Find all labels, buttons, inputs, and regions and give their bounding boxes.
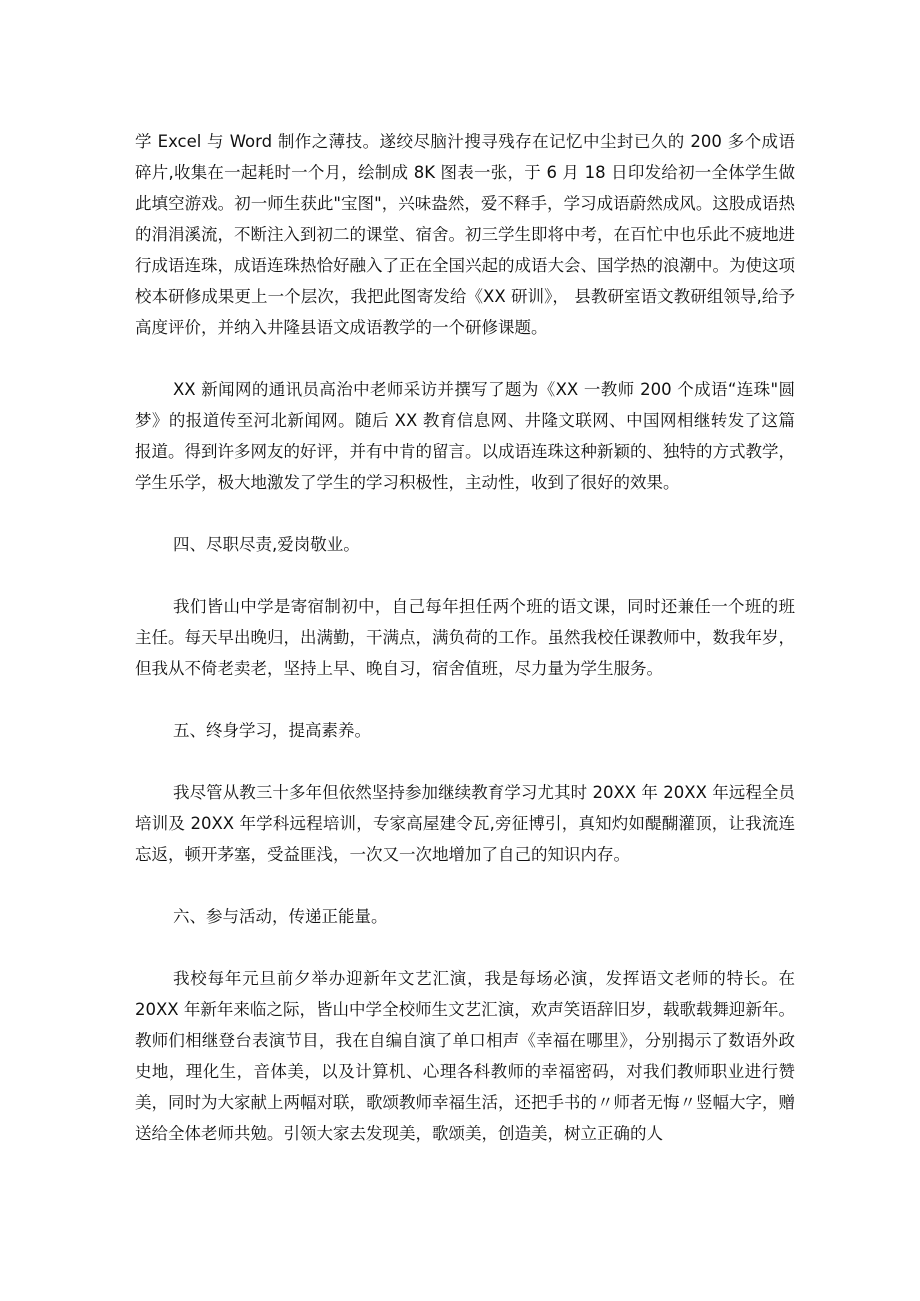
paragraph-spacer	[135, 932, 795, 963]
paragraph-idiom-chart: 学 Excel 与 Word 制作之薄技。遂绞尽脑汁搜寻残存在记忆中尘封已久的 200 多个成语碎片,收集在一起耗时一个月，绘制成 8K 图表一张，于 6 月 18 日印发给初一全体学生做此填空游戏。初一师生获此"宝图"，兴味盎然，爱不释手，学习成语蔚然成风。这股成语热的涓涓溪流，不断注入到初二的课堂、宿舍。初三学生即将中考，在百忙中也乐此不疲地进行成语连珠，成语连珠热恰好融入了正在全国兴起的成语大会、国学热的浪潮中。为使这项校本研修成果更上一个层次，我把此图寄发给《XX 研训》， 县教研室语文教研组领导,给予高度评价，并纳入井隆县语文成语教学的一个研修课题。	[135, 132, 795, 337]
paragraph-spacer	[135, 870, 795, 901]
document-body	[135, 126, 795, 1149]
paragraph-spacer	[135, 684, 795, 715]
paragraph-new-year-show: 我校每年元旦前夕举办迎新年文艺汇演，我是每场必演，发挥语文老师的特长。在 20XX 年新年来临之际，皆山中学全校师生文艺汇演，欢声笑语辞旧岁，载歌载舞迎新年。教师们相继登台表演节目，我在自编自演了单口相声《幸福在哪里》，分别揭示了数语外政史地，理化生，音体美，以及计算机、心理各科教师的幸福密码，对我们教师职业进行赞美，同时为大家献上两幅对联，歌颂教师幸福生活，还把手书的〃师者无悔〃竖幅大字，赠送给全体老师共勉。引领大家去发现美，歌颂美，创造美，树立正确的人	[135, 969, 795, 1143]
paragraph-spacer	[135, 746, 795, 777]
section-heading-6: 六、参与活动，传递正能量。	[173, 907, 388, 926]
paragraph-spacer	[135, 560, 795, 591]
paragraph-boarding-school: 我们皆山中学是寄宿制初中，自己每年担任两个班的语文课，同时还兼任一个班的班主任。每天早出晚归，出满勤，干满点，满负荷的工作。虽然我校任课教师中，数我年岁，但我从不倚老卖老，坚持上早、晚自习，宿舍值班，尽力量为学生服务。	[135, 597, 795, 678]
section-heading-5: 五、终身学习，提高素养。	[173, 721, 371, 740]
paragraph-spacer	[135, 343, 795, 374]
section-heading-4: 四、尽职尽责,爱岗敬业。	[173, 535, 360, 554]
paragraph-spacer	[135, 498, 795, 529]
paragraph-lifelong-learning: 我尽管从教三十多年但依然坚持参加继续教育学习尤其时 20XX 年 20XX 年远程全员培训及 20XX 年学科远程培训，专家高屋建令瓦,旁征博引，真知灼如醍醐灌顶，让我流连忘返，顿开茅塞，受益匪浅，一次又一次地增加了自己的知识内存。	[135, 783, 795, 864]
paragraph-news-report: XX 新闻网的通讯员高治中老师采访并撰写了题为《XX 一教师 200 个成语“连珠"圆梦》的报道传至河北新闻网。随后 XX 教育信息网、井隆文联网、中国网相继转发了这篇报道。得到许多网友的好评，并有中肯的留言。以成语连珠这种新颖的、独特的方式教学，学生乐学，极大地激发了学生的学习积极性，主动性，收到了很好的效果。	[135, 380, 795, 492]
